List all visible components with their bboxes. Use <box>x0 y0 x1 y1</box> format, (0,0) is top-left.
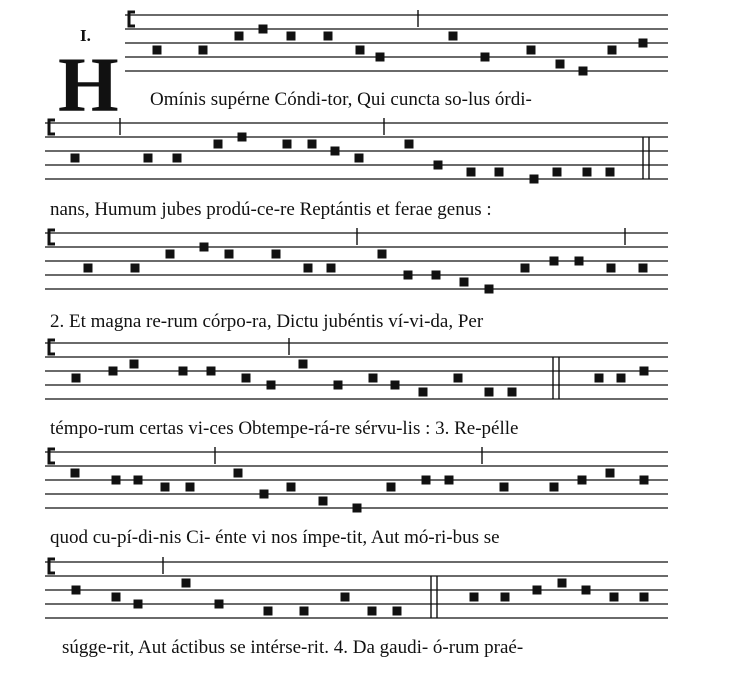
neume <box>215 600 224 609</box>
neume <box>131 264 140 273</box>
neume <box>238 133 247 142</box>
neume <box>199 46 208 55</box>
neume <box>445 476 454 485</box>
hymn-number: I. <box>80 26 91 45</box>
clef <box>49 120 55 134</box>
neume <box>72 374 81 383</box>
neume <box>639 39 648 48</box>
neume <box>467 168 476 177</box>
neume <box>144 154 153 163</box>
lyric-line-6: súgge-rit, Aut áctibus se intérse-rit. 4. Da gaudi- ó-rum praé- <box>62 637 524 658</box>
neume <box>260 490 269 499</box>
neume <box>640 367 649 376</box>
neume <box>234 469 243 478</box>
neume <box>353 504 362 513</box>
neume <box>583 168 592 177</box>
neume <box>173 154 182 163</box>
neume <box>432 271 441 280</box>
neume <box>109 367 118 376</box>
neume <box>369 374 378 383</box>
neume <box>368 607 377 616</box>
neume <box>558 579 567 588</box>
neume <box>393 607 402 616</box>
clef <box>49 340 55 354</box>
neume <box>376 53 385 62</box>
neume <box>153 46 162 55</box>
neume <box>324 32 333 41</box>
neume <box>287 32 296 41</box>
neume <box>582 586 591 595</box>
neume <box>71 469 80 478</box>
neume <box>578 476 587 485</box>
neume <box>553 168 562 177</box>
neume <box>287 483 296 492</box>
neume <box>533 586 542 595</box>
neume <box>356 46 365 55</box>
neume <box>639 264 648 273</box>
neume <box>235 32 244 41</box>
neume <box>179 367 188 376</box>
neume <box>207 367 216 376</box>
neume <box>304 264 313 273</box>
lyric-line-5: quod cu-pí-di-nis Ci- énte vi nos ímpe-tit, Aut mó-ri-bus se <box>50 527 500 548</box>
neume <box>130 360 139 369</box>
neume <box>405 140 414 149</box>
neume <box>422 476 431 485</box>
neume <box>112 593 121 602</box>
neume <box>72 586 81 595</box>
neume <box>242 374 251 383</box>
neume <box>606 168 615 177</box>
neume <box>341 593 350 602</box>
neume <box>454 374 463 383</box>
neume <box>166 250 175 259</box>
neume <box>550 483 559 492</box>
neume <box>495 168 504 177</box>
neume <box>112 476 121 485</box>
neume <box>595 374 604 383</box>
neume <box>378 250 387 259</box>
neume <box>610 593 619 602</box>
neume <box>521 264 530 273</box>
neume <box>640 476 649 485</box>
neume <box>481 53 490 62</box>
neume <box>530 175 539 184</box>
neume <box>283 140 292 149</box>
lyric-line-1: Omínis supérne Cóndi-tor, Qui cuncta so-lus órdi- <box>150 89 532 110</box>
neume <box>71 154 80 163</box>
neume <box>214 140 223 149</box>
neume <box>134 600 143 609</box>
neume <box>334 381 343 390</box>
neume <box>500 483 509 492</box>
neume <box>575 257 584 266</box>
clef <box>49 230 55 244</box>
neume <box>84 264 93 273</box>
clef <box>49 559 55 573</box>
lyric-line-2: nans, Humum jubes prodú-ce-re Reptántis et ferae genus : <box>50 199 492 220</box>
neume <box>607 264 616 273</box>
clef <box>129 12 135 26</box>
neume <box>550 257 559 266</box>
neume <box>485 388 494 397</box>
neume <box>485 285 494 294</box>
neume <box>225 250 234 259</box>
neume <box>134 476 143 485</box>
neume <box>579 67 588 76</box>
neume <box>259 25 268 34</box>
neume <box>186 483 195 492</box>
neume <box>460 278 469 287</box>
neume <box>200 243 209 252</box>
clef <box>49 449 55 463</box>
lyric-line-4: témpo-rum certas vi-ces Obtempe-rá-re sérvu-lis : 3. Re-pélle <box>50 418 519 439</box>
neume <box>331 147 340 156</box>
neume <box>387 483 396 492</box>
neume <box>556 60 565 69</box>
lyric-line-3: 2. Et magna re-rum córpo-ra, Dictu jubéntis ví-vi-da, Per <box>50 311 484 332</box>
neume <box>182 579 191 588</box>
neume <box>640 593 649 602</box>
neume <box>434 161 443 170</box>
neume <box>419 388 428 397</box>
neume <box>299 360 308 369</box>
neume <box>272 250 281 259</box>
neume <box>355 154 364 163</box>
neume <box>327 264 336 273</box>
neume <box>264 607 273 616</box>
neume <box>300 607 309 616</box>
neume <box>161 483 170 492</box>
neume <box>501 593 510 602</box>
neume <box>470 593 479 602</box>
neume <box>404 271 413 280</box>
neume <box>508 388 517 397</box>
neume <box>319 497 328 506</box>
neume <box>608 46 617 55</box>
neume <box>449 32 458 41</box>
neume <box>606 469 615 478</box>
neume <box>617 374 626 383</box>
neume <box>267 381 276 390</box>
neume <box>527 46 536 55</box>
initial-capital: H <box>58 41 119 128</box>
neume <box>308 140 317 149</box>
neume <box>391 381 400 390</box>
